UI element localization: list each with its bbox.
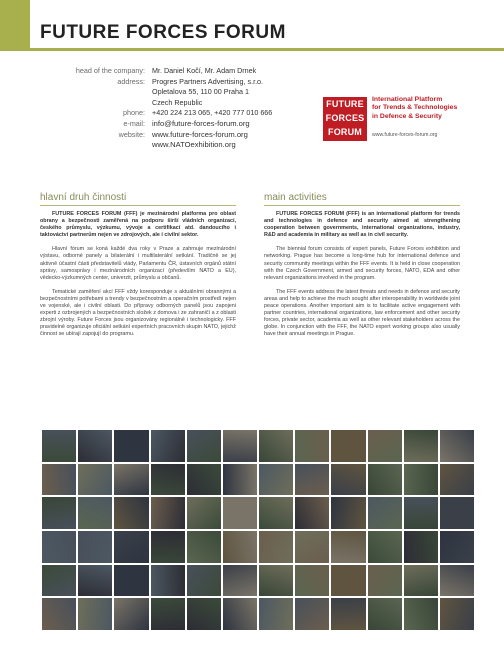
event-photo bbox=[187, 430, 221, 462]
website-link[interactable]: www.NATOexhibition.org bbox=[152, 140, 236, 150]
left-section-heading: hlavní druh činnosti bbox=[40, 192, 127, 203]
event-photo bbox=[404, 464, 438, 496]
event-photo bbox=[151, 531, 185, 563]
paragraph: FUTURE FORCES FORUM (FFF) is an international platform for trends and technologies in defence and security aimed at strengthening cooperation between governments, international organizations, industry, R&D and academia in military as well as in civil security. bbox=[264, 211, 460, 239]
contact-value: Czech Republic bbox=[152, 97, 203, 107]
contact-row-address bbox=[0, 77, 290, 88]
contact-block bbox=[0, 66, 290, 151]
event-photo bbox=[42, 531, 76, 563]
event-photo bbox=[187, 464, 221, 496]
event-photo bbox=[42, 464, 76, 496]
right-section-heading: main activities bbox=[264, 192, 327, 203]
contact-value: +420 224 213 065, +420 777 010 666 bbox=[152, 108, 273, 118]
photo-grid bbox=[42, 430, 474, 630]
logo-line: FUTURE bbox=[326, 99, 364, 109]
event-photo bbox=[78, 598, 112, 630]
event-photo bbox=[440, 464, 474, 496]
event-photo bbox=[114, 598, 148, 630]
event-photo bbox=[223, 565, 257, 597]
event-photo bbox=[223, 430, 257, 462]
event-photo bbox=[78, 497, 112, 529]
event-photo bbox=[368, 531, 402, 563]
logo-line: FORUM bbox=[328, 127, 362, 137]
event-photo bbox=[114, 430, 148, 462]
event-photo bbox=[259, 565, 293, 597]
event-photo bbox=[78, 464, 112, 496]
event-photo bbox=[295, 531, 329, 563]
contact-label-spacer bbox=[0, 87, 152, 98]
event-photo bbox=[42, 430, 76, 462]
event-photo bbox=[404, 531, 438, 563]
event-photo bbox=[223, 497, 257, 529]
event-photo bbox=[295, 598, 329, 630]
event-photo bbox=[440, 497, 474, 529]
title-rule bbox=[0, 48, 504, 51]
paragraph: FUTURE FORCES FORUM (FFF) je mezinárodní platforma pro oblast obrany a bezpečnosti zaměřená na podporu širší vládních organizací, českého průmyslu, výzkumu, vývoje a certifikací atd. dandoucího i taktováctví partnerům nejen ve zdrojových, ale i civilní sektor. bbox=[40, 211, 236, 239]
event-photo bbox=[151, 565, 185, 597]
tagline-line: in Defence & Security bbox=[372, 112, 442, 120]
paragraph: The biennial forum consists of expert panels, Future Forces exhibition and networking. Prague has become a long-time hub for international defence and security community meetings within the FFF events. It is held in close cooperation with the Czech Government, armed and security forces, NATO, EDA and other relevant organizations involved in the program. bbox=[264, 246, 460, 281]
contact-value: Progres Partners Advertising, s.r.o. bbox=[152, 76, 264, 86]
event-photo bbox=[331, 497, 365, 529]
event-photo bbox=[440, 531, 474, 563]
event-photo bbox=[404, 430, 438, 462]
event-photo bbox=[114, 464, 148, 496]
contact-value: Mr. Daniel Kočí, Mr. Adam Drnek bbox=[152, 66, 257, 75]
fff-logo bbox=[323, 97, 367, 141]
event-photo bbox=[259, 531, 293, 563]
event-photo bbox=[114, 497, 148, 529]
contact-label: address: bbox=[117, 76, 145, 86]
event-photo bbox=[259, 464, 293, 496]
contact-row-website-2 bbox=[0, 140, 290, 151]
event-photo bbox=[331, 598, 365, 630]
event-photo bbox=[404, 497, 438, 529]
contact-value: Opletalova 55, 110 00 Praha 1 bbox=[152, 87, 249, 97]
event-photo bbox=[331, 464, 365, 496]
event-photo bbox=[295, 430, 329, 462]
email-link[interactable]: info@future-forces-forum.org bbox=[152, 118, 250, 128]
event-photo bbox=[404, 598, 438, 630]
event-photo bbox=[151, 430, 185, 462]
event-photo bbox=[114, 531, 148, 563]
contact-row-phone bbox=[0, 108, 290, 119]
event-photo bbox=[440, 565, 474, 597]
event-photo bbox=[368, 565, 402, 597]
event-photo bbox=[295, 565, 329, 597]
contact-row-head bbox=[0, 66, 290, 77]
event-photo bbox=[295, 464, 329, 496]
event-photo bbox=[259, 430, 293, 462]
event-photo bbox=[223, 531, 257, 563]
event-photo bbox=[151, 464, 185, 496]
event-photo bbox=[114, 565, 148, 597]
website-link[interactable]: www.future-forces-forum.org bbox=[152, 129, 248, 139]
page-title: FUTURE FORCES FORUM bbox=[40, 22, 286, 43]
accent-block bbox=[0, 0, 30, 48]
contact-row-address-3 bbox=[0, 98, 290, 109]
event-photo bbox=[187, 598, 221, 630]
logo-url: www.future-forces-forum.org bbox=[372, 132, 438, 138]
event-photo bbox=[331, 430, 365, 462]
contact-label-spacer bbox=[0, 140, 152, 151]
contact-label: e-mail: bbox=[123, 118, 145, 128]
event-photo bbox=[368, 497, 402, 529]
event-photo bbox=[331, 531, 365, 563]
event-photo bbox=[259, 497, 293, 529]
event-photo bbox=[78, 430, 112, 462]
event-photo bbox=[440, 598, 474, 630]
logo-line: FORCES bbox=[325, 113, 365, 123]
event-photo bbox=[295, 497, 329, 529]
event-photo bbox=[42, 497, 76, 529]
event-photo bbox=[42, 598, 76, 630]
event-photo bbox=[440, 430, 474, 462]
event-photo bbox=[187, 531, 221, 563]
contact-label: head of the company: bbox=[75, 66, 145, 75]
event-photo bbox=[78, 531, 112, 563]
left-section-rule bbox=[40, 205, 236, 206]
event-photo bbox=[368, 430, 402, 462]
event-photo bbox=[187, 497, 221, 529]
event-photo bbox=[331, 565, 365, 597]
event-photo bbox=[259, 598, 293, 630]
logo-tagline bbox=[372, 96, 482, 121]
contact-label: phone: bbox=[123, 108, 145, 118]
paragraph: Hlavní fórum se koná každé dva roky v Praze a zahrnuje mezinárodní výstavu, odborné panely a bilaterální i multilaterální setkání. Tradičně se jej aktivně účastní části představitelů vlády, Parlamentu ČR, ústavních orgánů státní správy, samosprávy i mezinárodních organizací (především NATO a EU), vědecko-výzkumných center, univerzit, průmyslu a občanů. bbox=[40, 246, 236, 281]
tagline-line: International Platform bbox=[372, 96, 443, 103]
event-photo bbox=[368, 598, 402, 630]
event-photo bbox=[404, 565, 438, 597]
event-photo bbox=[151, 598, 185, 630]
contact-label: website: bbox=[118, 129, 145, 139]
event-photo bbox=[223, 464, 257, 496]
event-photo bbox=[78, 565, 112, 597]
event-photo bbox=[42, 565, 76, 597]
right-column bbox=[264, 211, 460, 346]
left-column bbox=[40, 211, 236, 346]
event-photo bbox=[368, 464, 402, 496]
tagline-line: for Trends & Technologies bbox=[372, 104, 458, 112]
contact-row-email bbox=[0, 119, 290, 130]
event-photo bbox=[187, 565, 221, 597]
contact-row-website bbox=[0, 130, 290, 141]
contact-label-spacer bbox=[0, 98, 152, 109]
event-photo bbox=[151, 497, 185, 529]
right-section-rule bbox=[264, 205, 460, 206]
event-photo bbox=[223, 598, 257, 630]
paragraph: The FFF events address the latest threats and needs in defence and security areas and help to achieve the much sought after interoperability in worldwide joint peace operations. Another important aim is to facilitate active engagement with partner countries, international organizations, law enforcement and other security forces, private sector, academia as well as other relevant stakeholders across the globe. In conjunction with the FFF, the NATO expert working groups also usually have their annual meetings in Prague. bbox=[264, 288, 460, 338]
contact-row-address-2 bbox=[0, 87, 290, 98]
paragraph: Tematické zaměření akcí FFF vždy koresponduje s aktuálními obrannými a bezpečnostními potřebami a trendy v bezpečnostním a operačním prostředí nejen ve vojenské, ale i civilní oblasti. Do přípravy odborných panelů jsou zapojeni experti z ozbrojených a bezpečnostních složek z domova i ze zahraničí a z oblasti zbrojní výroby. Future Forces jsou organizovány regionálně i technologicky. FFF pravidelně organizuje oficiální setkání expertních pracovních skupin NATO, jejichž činnost se ubírají zapojují do programu. bbox=[40, 288, 236, 338]
